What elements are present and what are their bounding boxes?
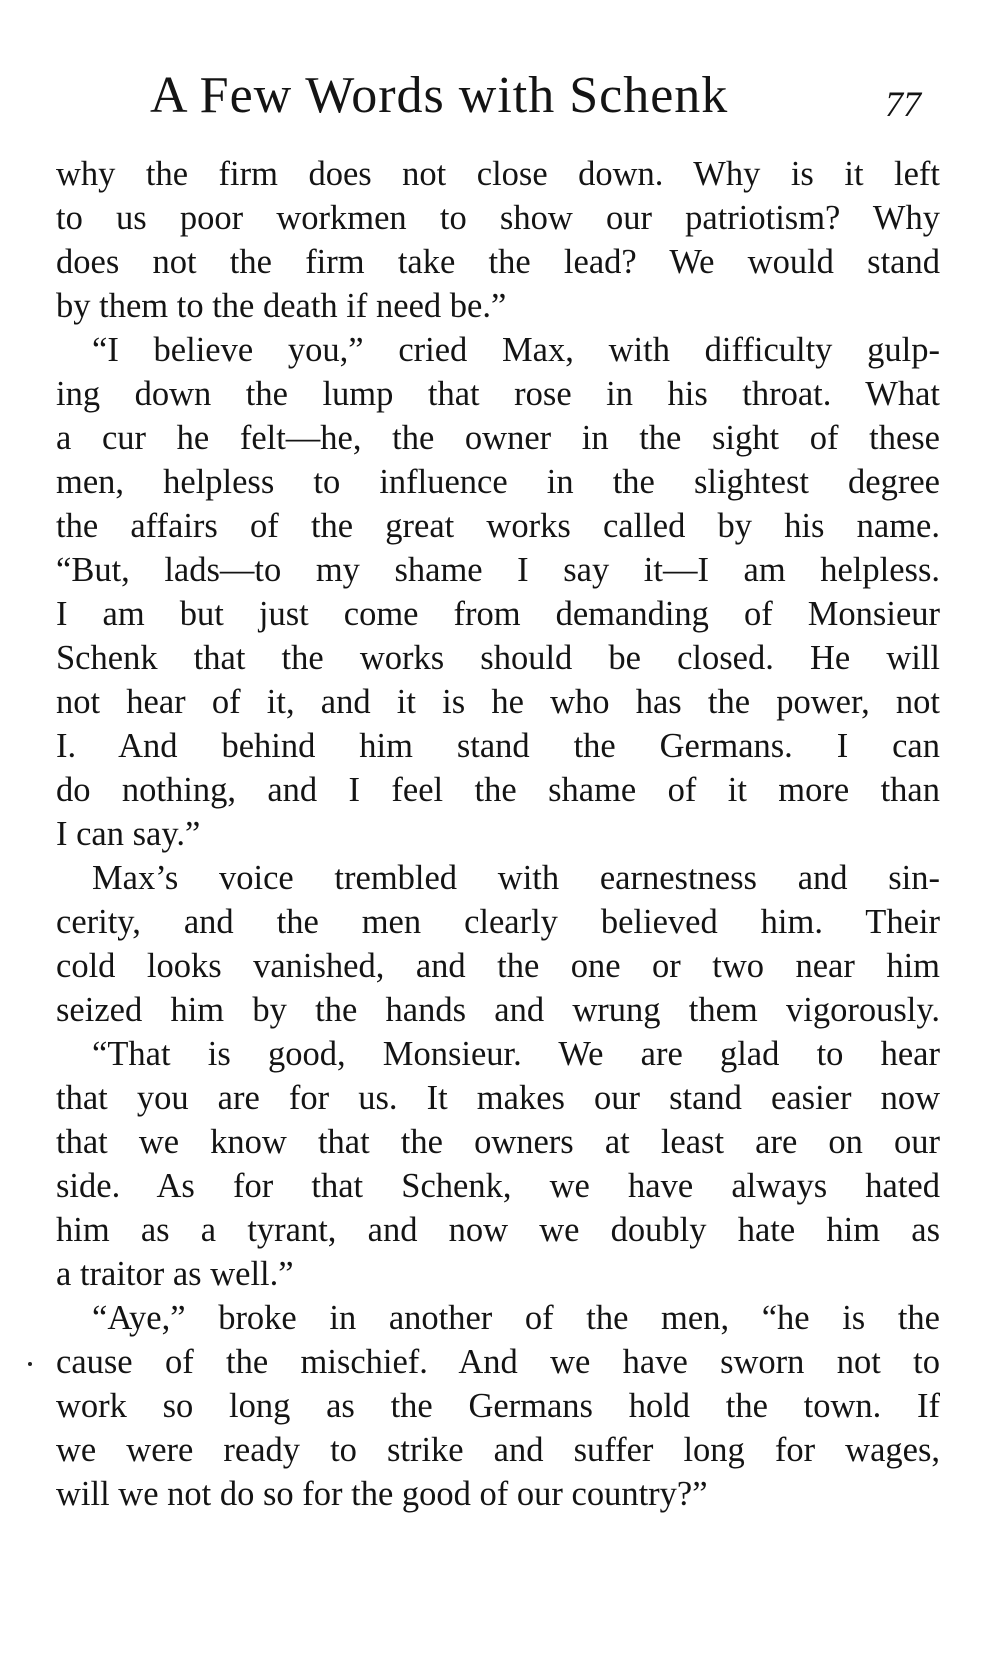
text-line: we were ready to strike and suffer long for wages, bbox=[56, 1431, 940, 1469]
text-line: “That is good, Monsieur. We are glad to hear bbox=[92, 1035, 940, 1073]
page-number: 77 bbox=[885, 84, 921, 124]
text-line: side. As for that Schenk, we have always hated bbox=[56, 1167, 940, 1205]
text-line: the affairs of the great works called by his name. bbox=[56, 507, 940, 545]
text-line: does not the firm take the lead? We would stand bbox=[56, 243, 940, 281]
text-line: to us poor workmen to show our patriotism? Why bbox=[56, 199, 940, 237]
text-line: do nothing, and I feel the shame of it more than bbox=[56, 771, 940, 809]
text-line: cerity, and the men clearly believed him. Their bbox=[56, 903, 940, 941]
text-line: “I believe you,” cried Max, with difficulty gulp- bbox=[92, 331, 940, 369]
text-line: a cur he felt—he, the owner in the sight of these bbox=[56, 419, 940, 457]
text-line: “Aye,” broke in another of the men, “he is the bbox=[92, 1299, 940, 1337]
text-line: I. And behind him stand the Germans. I can bbox=[56, 727, 940, 765]
text-line: I can say.” bbox=[56, 815, 201, 853]
text-line: a traitor as well.” bbox=[56, 1255, 294, 1293]
text-line: I am but just come from demanding of Monsieur bbox=[56, 595, 940, 633]
text-line: “But, lads—to my shame I say it—I am helpless. bbox=[56, 551, 940, 589]
text-line: will we not do so for the good of our country?” bbox=[56, 1475, 708, 1513]
text-line: that you are for us. It makes our stand easier now bbox=[56, 1079, 940, 1117]
running-head bbox=[150, 66, 940, 136]
running-title: A Few Words with Schenk bbox=[150, 67, 729, 124]
text-line: him as a tyrant, and now we doubly hate him as bbox=[56, 1211, 940, 1249]
stray-ink-mark bbox=[28, 1362, 32, 1366]
text-line: that we know that the owners at least are on our bbox=[56, 1123, 940, 1161]
text-line: Schenk that the works should be closed. He will bbox=[56, 639, 940, 677]
text-line: work so long as the Germans hold the town. If bbox=[56, 1387, 940, 1425]
text-line: men, helpless to influence in the slightest degree bbox=[56, 463, 940, 501]
text-line: not hear of it, and it is he who has the power, not bbox=[56, 683, 940, 721]
text-line: why the firm does not close down. Why is it left bbox=[56, 155, 940, 193]
text-line: cause of the mischief. And we have sworn not to bbox=[56, 1343, 940, 1381]
body-text bbox=[56, 152, 940, 1516]
text-line: ing down the lump that rose in his throat. What bbox=[56, 375, 940, 413]
text-line: seized him by the hands and wrung them vigorously. bbox=[56, 991, 940, 1029]
text-line: cold looks vanished, and the one or two near him bbox=[56, 947, 940, 985]
text-line: by them to the death if need be.” bbox=[56, 287, 507, 325]
text-line: Max’s voice trembled with earnestness and sin- bbox=[92, 859, 940, 897]
